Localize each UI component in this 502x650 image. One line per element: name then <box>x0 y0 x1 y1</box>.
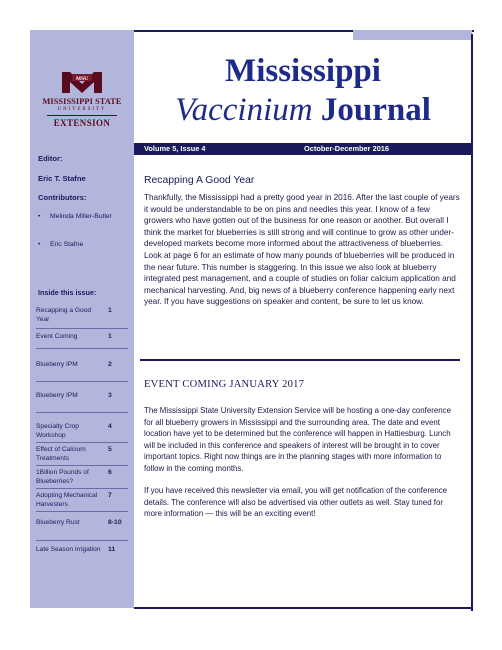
article2-heading: EVENT COMING JANUARY 2017 <box>144 379 305 390</box>
toc-title: 1Billion Pounds of Blueberries? <box>36 469 89 485</box>
toc-divider <box>36 381 128 382</box>
svg-text:MSU: MSU <box>75 76 89 82</box>
logo-line-3: EXTENSION <box>53 118 111 128</box>
article1-heading: Recapping A Good Year <box>144 175 255 186</box>
toc-page: 2 <box>108 361 112 368</box>
toc-title: Blueberry IPM <box>36 392 78 399</box>
toc-title: Specialty Crop Workshop <box>36 423 79 439</box>
toc-page: 6 <box>108 469 112 476</box>
toc-page: 4 <box>108 423 112 430</box>
article2-para-1: The Mississippi State University Extension Service will be hosting a one-day conference for all blueberry growers in Mississippi and the surrounding area. The date and event location have yet to be determined but the conference will happen in Hattiesburg. Lunch will be included in this conference and speakers of interest will be brought in to cover important topics. Right now things are in the planning stages with more information to follow in the coming months. <box>144 406 452 473</box>
inside-issue-heading: Inside this issue: <box>38 288 97 297</box>
toc-title: Effect of Calcium Treatments <box>36 446 86 462</box>
toc-title: Recapping a Good Year <box>36 307 91 323</box>
bullet-icon: • <box>38 213 41 220</box>
msu-m-logo-icon <box>60 68 104 94</box>
top-tab <box>353 30 472 40</box>
sidebar <box>30 30 134 608</box>
masthead-line-1: Mississippi <box>225 53 381 89</box>
toc-title: Blueberry IPM <box>36 361 78 368</box>
toc-page: 3 <box>108 392 112 399</box>
toc-page: 11 <box>108 546 116 553</box>
logo-rule <box>47 115 117 116</box>
issue-date: October-December 2016 <box>304 144 390 153</box>
toc-page: 1 <box>108 307 112 314</box>
toc-divider <box>36 412 128 413</box>
contributor-name: Eric Stafne <box>50 241 84 248</box>
article2-para-2: If you have received this newsletter via email, you will get notification of the conference details. The conference will also be advertised via other outlets as well. Stay tuned for more information — this will be an exciting event! <box>144 486 448 518</box>
toc-divider <box>36 488 128 489</box>
masthead-italic: Vaccinium <box>175 92 313 128</box>
toc-title: Event Coming <box>36 333 78 340</box>
toc-divider <box>36 348 128 349</box>
article1-text: Thankfully, the Mississippi had a pretty good year in 2016. After the last couple of years it would be understandable to be on pins and needles this year. I know of a few growers who have gotten out of the business for one reason or another. But overall I think the market for blueberries is still strong and will continue to grow as other under-developed markets become more informed about the attractiveness of blueberries. Look at page 6 for an estimate of how many pounds of blueberries will be produced in the near future. This number is staggering. In this issue we also look at blueberry integrated pest management, and a couple of studies on foliar calcium application and mechanical harvesting. And, big news of a blueberry conference happening early next year. If you have suggestions on speaker and content, be sure to let us know. <box>144 193 460 307</box>
toc-page: 8-10 <box>108 519 122 526</box>
logo-line-2: UNIVERSITY <box>57 107 107 112</box>
toc-title: Late Season Irrigation <box>36 546 101 553</box>
contributors-heading: Contributors: <box>38 193 87 202</box>
toc-divider <box>36 511 128 512</box>
top-decor-bar <box>134 30 472 40</box>
toc-title: Blueberry Rust <box>36 519 80 526</box>
toc-divider <box>36 540 128 541</box>
article2-body <box>144 405 460 520</box>
logo-line-1: MISSISSIPPI STATE <box>42 97 122 106</box>
toc-divider <box>36 328 128 329</box>
bottom-border <box>134 607 472 609</box>
article1-body <box>144 192 460 308</box>
bullet-icon: • <box>38 241 41 248</box>
msu-extension-logo <box>34 68 130 148</box>
toc-page: 1 <box>108 333 112 340</box>
toc-divider <box>36 465 128 466</box>
masthead-bold: Journal <box>320 92 431 128</box>
editor-name: Eric T. Stafne <box>38 174 86 183</box>
issue-volume: Volume 5, Issue 4 <box>144 144 206 153</box>
contributor-name: Melinda Miller-Butler <box>50 213 112 220</box>
section-divider <box>140 359 460 361</box>
masthead <box>134 52 472 130</box>
toc-page: 7 <box>108 492 112 499</box>
toc-title: Adopting Mechanical Harvesters <box>36 492 98 508</box>
editor-heading: Editor: <box>38 154 63 163</box>
toc-page: 5 <box>108 446 112 453</box>
masthead-line-2 <box>134 90 472 130</box>
toc-divider <box>36 442 128 443</box>
issue-bar <box>134 143 472 155</box>
